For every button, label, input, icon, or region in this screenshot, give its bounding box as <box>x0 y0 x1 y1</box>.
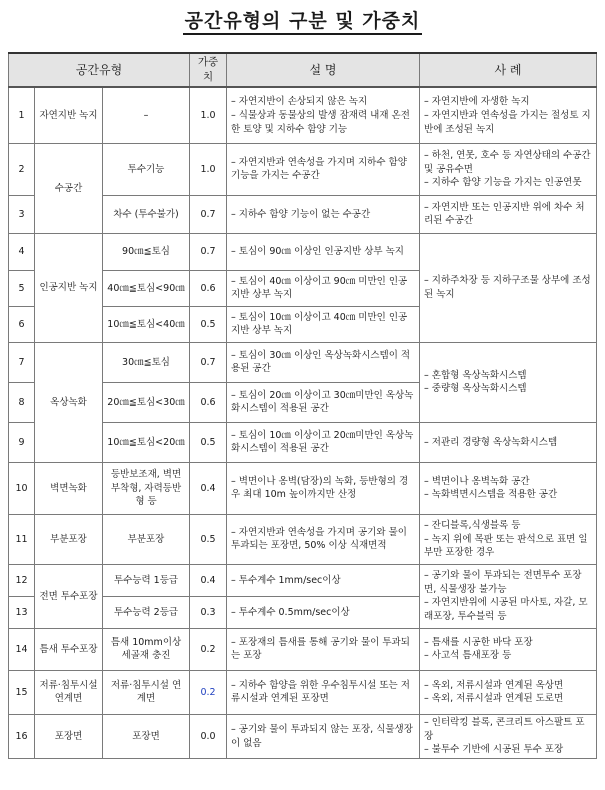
row-description <box>227 195 420 233</box>
row-weight: 0.2 <box>190 628 227 670</box>
row-example <box>420 342 597 422</box>
table-row <box>9 714 597 758</box>
desc-line: – 식물상과 동물상의 발생 잠재력 내재 온전한 토양 및 지하수 함양 기능 <box>231 109 410 135</box>
row-number: 14 <box>9 628 35 670</box>
example-line: – 옥외, 저류시설과 연계된 도로면 <box>424 693 564 705</box>
row-weight: 0.7 <box>190 342 227 382</box>
row-subtype: 투수능력 2등급 <box>103 596 190 628</box>
table-row <box>9 462 597 514</box>
row-weight: 1.0 <box>190 143 227 195</box>
row-number: 4 <box>9 233 35 270</box>
row-number: 12 <box>9 564 35 596</box>
row-description <box>227 628 420 670</box>
row-description <box>227 270 420 306</box>
example-line: – 자연지반 또는 인공지반 위에 차수 처리된 수공간 <box>424 201 585 227</box>
row-subtype: 부분포장 <box>103 514 190 564</box>
row-group: 틈새 투수포장 <box>35 628 103 670</box>
desc-line: – 자연지반과 연속성을 가지며 공기와 물이 투과되는 포장면, 50% 이상 식재면적 <box>231 526 407 552</box>
row-weight: 0.5 <box>190 306 227 342</box>
row-description <box>227 596 420 628</box>
table-header-row <box>9 53 597 87</box>
example-line: – 잔디블록,식생블록 등 <box>424 519 521 531</box>
row-description <box>227 670 420 714</box>
desc-line: – 지하수 함양 기능이 없는 수공간 <box>231 208 371 220</box>
desc-line: – 자연지반과 연속성을 가지며 지하수 함양 기능을 가지는 수공간 <box>231 156 407 182</box>
row-subtype: 30㎝≦토심 <box>103 342 190 382</box>
example-line: – 중량형 옥상녹화시스템 <box>424 383 527 395</box>
row-subtype: 90㎝≦토심 <box>103 233 190 270</box>
row-example <box>420 514 597 564</box>
desc-line: – 포장재의 틈새를 통해 공기와 물이 투과되는 포장 <box>231 636 410 662</box>
row-description <box>227 342 420 382</box>
table-row <box>9 233 597 270</box>
example-line: – 틈새를 시공한 바닥 포장 <box>424 636 533 648</box>
row-subtype: 10㎝≦토심<20㎝ <box>103 422 190 462</box>
row-group: 인공지반 녹지 <box>35 233 103 342</box>
example-line: – 옥외, 저류시설과 연계된 옥상면 <box>424 679 564 691</box>
row-example <box>420 233 597 342</box>
row-weight: 0.6 <box>190 270 227 306</box>
header-weight: 가중치 <box>190 53 227 87</box>
example-line: – 녹화벽면시스템을 적용한 공간 <box>424 489 558 501</box>
header-type: 공간유형 <box>9 53 190 87</box>
row-subtype: 차수 (투수불가) <box>103 195 190 233</box>
example-line: – 불투수 기반에 시공된 투수 포장 <box>424 744 564 756</box>
desc-line: – 투수계수 0.5mm/sec이상 <box>231 606 350 618</box>
row-description <box>227 422 420 462</box>
example-line: – 자연지반에 자생한 녹지 <box>424 96 530 108</box>
row-group: 전면 투수포장 <box>35 564 103 628</box>
row-subtype: 10㎝≦토심<40㎝ <box>103 306 190 342</box>
row-weight: 0.6 <box>190 382 227 422</box>
table-row <box>9 87 597 143</box>
row-weight: 0.7 <box>190 233 227 270</box>
space-type-table <box>8 52 597 759</box>
row-weight: 1.0 <box>190 87 227 143</box>
desc-line: – 투수계수 1mm/sec이상 <box>231 574 341 586</box>
row-number: 15 <box>9 670 35 714</box>
row-weight: 0.0 <box>190 714 227 758</box>
row-number: 5 <box>9 270 35 306</box>
header-example: 사 례 <box>420 53 597 87</box>
row-description <box>227 233 420 270</box>
desc-line: – 지하수 함양을 위한 우수침투시설 또는 저류시설과 연계된 포장면 <box>231 679 410 705</box>
row-subtype: 포장면 <box>103 714 190 758</box>
header-description: 설 명 <box>227 53 420 87</box>
row-subtype: 20㎝≦토심<30㎝ <box>103 382 190 422</box>
desc-line: – 토심이 30㎝ 이상인 옥상녹화시스템이 적용된 공간 <box>231 349 411 375</box>
row-example <box>420 143 597 195</box>
row-description <box>227 462 420 514</box>
row-example <box>420 714 597 758</box>
row-weight: 0.5 <box>190 422 227 462</box>
row-number: 2 <box>9 143 35 195</box>
row-group: 자연지반 녹지 <box>35 87 103 143</box>
row-number: 13 <box>9 596 35 628</box>
row-number: 7 <box>9 342 35 382</box>
table-row <box>9 670 597 714</box>
row-subtype: 투수능력 1등급 <box>103 564 190 596</box>
row-example <box>420 628 597 670</box>
row-description <box>227 306 420 342</box>
desc-line: – 토심이 10㎝ 이상이고 40㎝ 미만인 인공지반 상부 녹지 <box>231 311 408 337</box>
example-line: – 지하수 함양 기능을 가지는 인공연못 <box>424 177 582 189</box>
row-description <box>227 564 420 596</box>
row-group: 벽면녹화 <box>35 462 103 514</box>
example-line: – 하천, 연못, 호수 등 자연상태의 수공간 및 공유수면 <box>424 149 591 175</box>
row-subtype: 틈새 10mm이상 세골재 충진 <box>103 628 190 670</box>
page-title: 공간유형의 구분 및 가중치 <box>0 6 605 33</box>
row-group: 포장면 <box>35 714 103 758</box>
row-weight: 0.7 <box>190 195 227 233</box>
row-weight: 0.5 <box>190 514 227 564</box>
row-number: 1 <box>9 87 35 143</box>
row-group: 저류·침투시설 연계면 <box>35 670 103 714</box>
example-line: – 인터락킹 블록, 콘크리트 아스팔트 포장 <box>424 716 585 742</box>
row-example <box>420 195 597 233</box>
row-example <box>420 564 597 628</box>
row-number: 3 <box>9 195 35 233</box>
row-number: 6 <box>9 306 35 342</box>
row-number: 11 <box>9 514 35 564</box>
desc-line: – 벽면이나 옹벽(담장)의 녹화, 등반형의 경우 최대 10m 높이까지만 산정 <box>231 475 409 501</box>
row-group: 수공간 <box>35 143 103 233</box>
table-row <box>9 514 597 564</box>
row-group: 옥상녹화 <box>35 342 103 462</box>
row-example <box>420 422 597 462</box>
row-weight: 0.3 <box>190 596 227 628</box>
row-description <box>227 514 420 564</box>
row-example <box>420 670 597 714</box>
desc-line: – 토심이 40㎝ 이상이고 90㎝ 미만인 인공지반 상부 녹지 <box>231 275 408 301</box>
example-line: – 사고석 틈새포장 등 <box>424 650 512 662</box>
row-subtype: 투수기능 <box>103 143 190 195</box>
desc-line: – 공기와 물이 투과되지 않는 포장, 식물생장이 없음 <box>231 723 413 749</box>
row-subtype: 저류·침투시설 연계면 <box>103 670 190 714</box>
example-line: – 자연지반과 연속성을 가지는 절성토 지반에 조성된 녹지 <box>424 109 591 135</box>
table-row <box>9 342 597 382</box>
desc-line: – 자연지반이 손상되지 않은 녹지 <box>231 96 368 108</box>
row-weight: 0.2 <box>190 670 227 714</box>
row-number: 9 <box>9 422 35 462</box>
example-line: – 혼합형 옥상녹화시스템 <box>424 369 527 381</box>
desc-line: – 토심이 90㎝ 이상인 인공지반 상부 녹지 <box>231 246 404 258</box>
desc-line: – 토심이 20㎝ 이상이고 30㎝미만인 옥상녹화시스템이 적용된 공간 <box>231 389 414 415</box>
example-line: – 지하주차장 등 지하구조물 상부에 조성된 녹지 <box>424 275 591 300</box>
table-row <box>9 564 597 596</box>
row-weight: 0.4 <box>190 462 227 514</box>
row-description <box>227 87 420 143</box>
row-number: 16 <box>9 714 35 758</box>
desc-line: – 토심이 10㎝ 이상이고 20㎝미만인 옥상녹화시스템이 적용된 공간 <box>231 429 414 455</box>
example-line: – 녹지 위에 목판 또는 판석으로 표면 일부만 포장한 경우 <box>424 533 588 559</box>
row-number: 10 <box>9 462 35 514</box>
row-example <box>420 87 597 143</box>
row-example <box>420 462 597 514</box>
example-line: – 저관리 경량형 옥상녹화시스템 <box>424 436 558 448</box>
example-line: – 벽면이나 옹벽녹화 공간 <box>424 475 530 487</box>
row-description <box>227 143 420 195</box>
row-group: 부분포장 <box>35 514 103 564</box>
example-line: – 자연지반위에 시공된 마사토, 자갈, 모래포장, 투수블럭 등 <box>424 597 588 623</box>
row-subtype: – <box>103 87 190 143</box>
row-subtype: 40㎝≦토심<90㎝ <box>103 270 190 306</box>
row-weight: 0.4 <box>190 564 227 596</box>
table-row <box>9 628 597 670</box>
row-description <box>227 382 420 422</box>
example-line: – 공기와 물이 투과되는 전면투수 포장면, 식물생장 불가능 <box>424 569 582 595</box>
row-subtype: 등반보조재, 벽면부착형, 자력등반형 등 <box>103 462 190 514</box>
row-description <box>227 714 420 758</box>
row-number: 8 <box>9 382 35 422</box>
table-row <box>9 143 597 195</box>
